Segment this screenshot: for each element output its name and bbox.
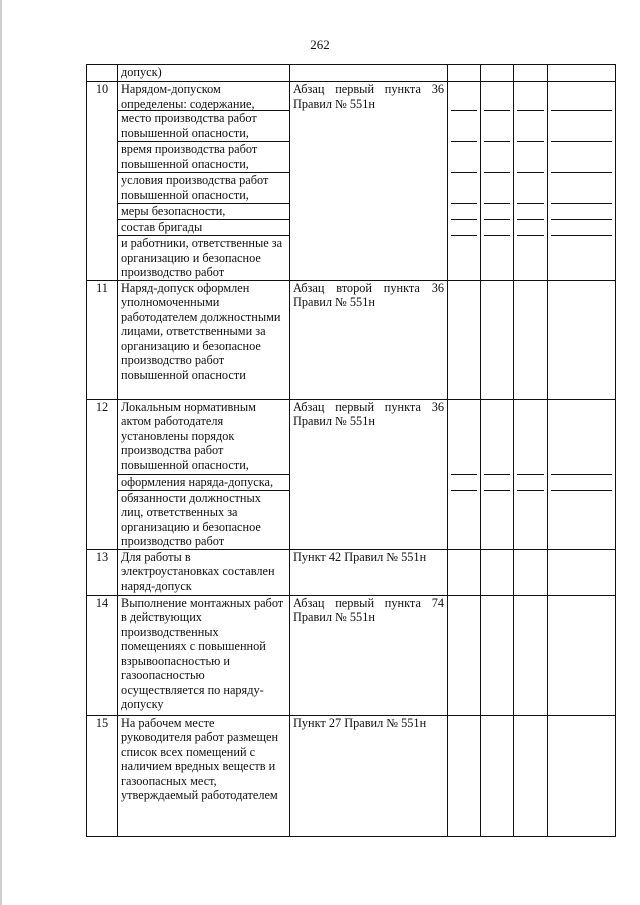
answer-yes-cell[interactable]	[448, 399, 481, 549]
answer-no-cell[interactable]	[481, 399, 514, 549]
table-row	[87, 399, 616, 549]
requirement-cell	[118, 549, 290, 595]
answer-na-cell[interactable]	[514, 715, 548, 836]
requirement-cell	[118, 399, 290, 549]
answer-no-cell[interactable]	[481, 65, 514, 82]
reference-text: Пункт 42 Правил № 551н	[293, 549, 427, 564]
answer-no-cell[interactable]	[481, 280, 514, 399]
requirement-cell	[118, 280, 290, 399]
table-row	[87, 715, 616, 836]
requirement-cell	[118, 715, 290, 836]
table-row	[87, 549, 616, 595]
reference-cell	[290, 65, 448, 82]
answer-yes-cell[interactable]	[448, 82, 481, 281]
answer-na-cell[interactable]	[514, 82, 548, 281]
requirement-text: Локальным нормативным актом работодателя установлены порядок производства работ повышенной опасности,	[118, 400, 289, 475]
answer-yes-cell[interactable]	[448, 549, 481, 595]
answer-no-cell[interactable]	[481, 595, 514, 715]
table-row	[87, 595, 616, 715]
requirement-text: время производства работ повышенной опасности,	[118, 142, 289, 173]
checklist-table	[86, 64, 616, 837]
answer-yes-cell[interactable]	[448, 65, 481, 82]
requirement-text: обязанности должностных лиц, ответственных за организацию и безопасное производство работ	[121, 490, 261, 548]
page-number: 262	[310, 37, 330, 52]
requirement-cell	[118, 595, 290, 715]
answer-yes-cell[interactable]	[448, 280, 481, 399]
answer-no-cell[interactable]	[481, 82, 514, 281]
note-cell[interactable]	[548, 715, 616, 836]
requirement-text: и работники, ответственные за организацию и безопасное производство работ	[121, 236, 283, 279]
answer-yes-cell[interactable]	[448, 715, 481, 836]
answer-na-cell[interactable]	[514, 595, 548, 715]
requirement-text: Для работы в электроустановках составлен наряд-допуск	[121, 549, 275, 593]
reference-text: Абзац первый пункта 36 Правил № 551н	[293, 82, 444, 111]
table-row	[87, 65, 616, 82]
row-number: 12	[87, 399, 118, 549]
answer-na-cell[interactable]	[514, 549, 548, 595]
reference-cell	[290, 399, 448, 549]
requirement-text: допуск)	[121, 65, 162, 79]
table-row	[87, 280, 616, 399]
table-row	[87, 82, 616, 281]
requirement-text: состав бригады	[118, 220, 289, 236]
note-cell[interactable]	[548, 399, 616, 549]
requirement-text: На рабочем месте руководителя работ размещен список всех помещений с наличием вредных веществ и газоопасных мест, утверждаемый работодателем	[121, 715, 279, 802]
requirement-text: место производства работ повышенной опасности,	[118, 111, 289, 142]
requirement-text: меры безопасности,	[118, 204, 289, 220]
reference-cell	[290, 715, 448, 836]
note-cell[interactable]	[548, 549, 616, 595]
answer-na-cell[interactable]	[514, 65, 548, 82]
reference-text: Пункт 27 Правил № 551н	[293, 715, 427, 730]
page-edge	[0, 0, 2, 905]
note-cell[interactable]	[548, 595, 616, 715]
row-number: 13	[87, 549, 118, 595]
reference-cell	[290, 595, 448, 715]
answer-no-cell[interactable]	[481, 549, 514, 595]
row-number: 11	[87, 280, 118, 399]
note-cell[interactable]	[548, 280, 616, 399]
note-cell[interactable]	[548, 65, 616, 82]
requirement-cell	[118, 82, 290, 281]
requirement-text: оформления наряда-допуска,	[118, 475, 289, 491]
requirement-text: Выполнение монтажных работ в действующих производственных помещениях с повышенной взрывоопасностью и газоопасностью осуществляется по наряду-допуску	[121, 595, 284, 711]
requirement-text: условия производства работ повышенной опасности,	[118, 173, 289, 204]
requirement-cell	[118, 65, 290, 82]
requirement-text: Наряд-допуск оформлен уполномоченными работодателем должностными лицами, ответственными за организацию и безопасное производство работ повышенной опасности	[121, 280, 281, 382]
answer-yes-cell[interactable]	[448, 595, 481, 715]
row-number: 15	[87, 715, 118, 836]
reference-cell	[290, 549, 448, 595]
answer-na-cell[interactable]	[514, 280, 548, 399]
answer-na-cell[interactable]	[514, 399, 548, 549]
reference-text: Абзац второй пункта 36 Правил № 551н	[293, 280, 444, 309]
row-number: 14	[87, 595, 118, 715]
reference-cell	[290, 280, 448, 399]
row-number	[87, 65, 118, 82]
reference-text: Абзац первый пункта 74 Правил № 551н	[293, 595, 444, 624]
note-cell[interactable]	[548, 82, 616, 281]
reference-cell	[290, 82, 448, 281]
reference-text: Абзац первый пункта 36 Правил № 551н	[293, 399, 444, 428]
answer-no-cell[interactable]	[481, 715, 514, 836]
row-number: 10	[87, 82, 118, 281]
requirement-text: Нарядом-допуском определены: содержание,	[118, 82, 289, 111]
